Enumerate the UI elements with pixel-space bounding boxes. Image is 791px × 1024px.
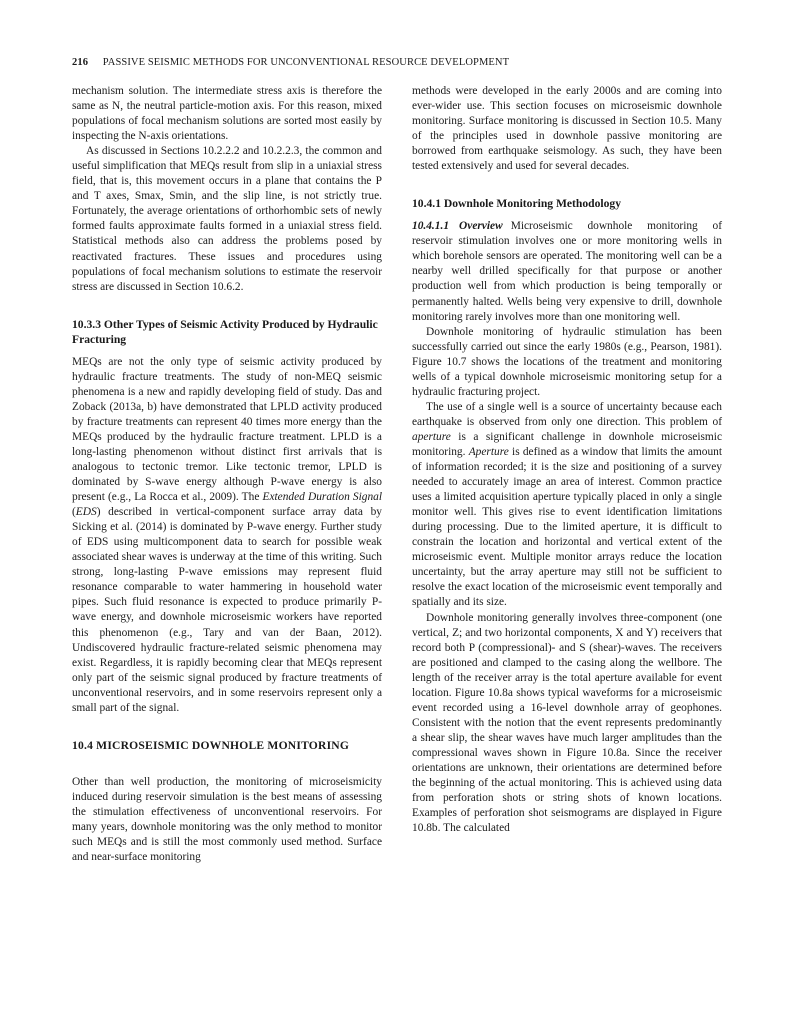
paragraph: methods were developed in the early 2000s and are coming into ever-wider use. This section focuses on microseismic downhole monitoring. Surface monitoring is discussed in Section 10.5. Many of the principles used in downhole passive monitoring are borrowed from earthquake seismology. As such, they have been tested extensively and used for several decades. — [412, 85, 722, 173]
page-number: 216 — [72, 57, 89, 68]
paragraph: As discussed in Sections 10.2.2.2 and 10.2.2.3, the common and useful simplification that MEQs result from slip in a uniaxial stress field, that is, this movement occurs in a plane that contains the P and T axes, Smax, Smin, and the slip line, is not strictly true. Fortunately, the average orientations of orthorhombic sets of newly formed faults approximate faults formed in a uniaxial stress field. Statistical methods also can address the problems posed by reactivated fractures. These issues and procedures using populations of focal mechanism solutions to estimate the reservoir stress are discussed in Section 10.6.2. — [72, 145, 382, 293]
section-heading-10-3-3: 10.3.3 Other Types of Seismic Activity Produced by Hydraulic Fracturing — [72, 317, 378, 346]
paragraph: Other than well production, the monitoring of microseismicity induced during reservoir simulation is the best means of assessing the stimulation effectiveness of unconventional reservoirs. For many years, downhole monitoring was the only method to monitor such MEQs and is still the most commonly used method. Surface and near-surface monitoring — [72, 775, 382, 864]
subsection-runin-heading: 10.4.1.1 Overview — [412, 220, 503, 233]
paragraph: The use of a single well is a source of uncertainty because each earthquake is observed from only one direction. This problem of aperture is a significant challenge in downhole microseismic monitoring. Aperture is defined as a window that limits the amount of information recorded; it is the size and positioning of a survey needed to accurately image an area of interest. Common practice uses a limited acquisition aperture typically placed in only a single monitor well. This gives rise to event identification limitations during processing. Due to the limited aperture, it is difficult to constrain the location and horizontal and vertical extent of the microseismic event. Multiple monitor arrays reduce the location uncertainty, but the array aperture may still not be sufficient to resolve the exact location of the microseismic event temporally and spatially and its size. — [412, 400, 722, 609]
left-column — [72, 84, 382, 865]
section-heading-10-4: 10.4 MICROSEISMIC DOWNHOLE MONITORING — [72, 738, 350, 752]
paragraph: Downhole monitoring generally involves three-component (one vertical, Z; and two horizontal components, X and Y) receivers that record both P (compressional)- and S (shear)-waves. The receivers are positioned and clamped to the casing along the wellbore. The length of the receiver array is the total aperture available for event location. Figure 10.8a shows typical waveforms for a microseismic event recorded using a 16-level downhole array of geophones. Consistent with the notion that the event represents predominantly a shear slip, the shear waves have much larger amplitudes than the compressional waves shown in Figure 10.8a. Since the receiver orientations are unknown, their orientations are determined before the beginning of the actual monitoring. This is achieved using data from perforation shots or string shots of known locations. Examples of perforation shot seismograms are displayed in Figure 10.8b. The calculated — [412, 611, 722, 835]
running-title: PASSIVE SEISMIC METHODS FOR UNCONVENTIONAL RESOURCE DEVELOPMENT — [102, 57, 510, 68]
paragraph: 10.4.1.1 Overview Microseismic downhole monitoring of reservoir stimulation involves one or more monitoring wells in which borehole sensors are operated. The monitoring well can be a nearby well drilled specifically for that purpose or another production well from which production is being temporally or permanently halted. Wells being very expensive to drill, downhole monitoring rarely involves more than one monitoring well. — [412, 220, 722, 323]
paragraph: Downhole monitoring of hydraulic stimulation has been successfully carried out since the early 1980s (e.g., Pearson, 1981). Figure 10.7 shows the locations of the treatment and monitoring wells of a typical downhole microseismic monitoring setup for a hydraulic fracturing project. — [412, 325, 722, 398]
running-header — [72, 57, 732, 68]
paragraph: MEQs are not the only type of seismic activity produced by hydraulic fracture treatments. The study of non-MEQ seismic phenomena is a new and rapidly developing field of study. Das and Zoback (2013a, b) have demonstrated that LPLD activity produced by fracture treatments can represent 40 times more energy than the MEQs produced by the hydraulic fracture treatment. LPLD is a long-lasting phenomenon without distinct first arrivals that is analogous to tectonic tremor. Like tectonic tremor, LPLD is dominated by S-wave energy although P-wave energy is also present (e.g., La Rocca et al., 2009). The Extended Duration Signal (EDS) described in vertical-component surface array data by Sicking et al. (2014) is dominated by P-wave energy. Further study of EDS using multicomponent data to search for possible weak associated shear waves is underway at the time of this writing. Such strong, long-lasting P-wave emissions may represent fluid resonance comparable to water hammering in household water pipes. Such fluid resonance is expected to produce primarily P-wave energy, and downhole microseismic workers have reported this phenomenon (e.g., Tary and van der Baan, 2012). Undiscovered hydraulic fracture-related seismic phenomena may exist. Regardless, it is rapidly becoming clear that MEQs represent only part of the seismic signal produced by fracture treatments of unconventional reservoirs, and in some reservoirs represent only a small part of the signal. — [72, 355, 383, 714]
right-column — [412, 84, 722, 836]
paragraph: mechanism solution. The intermediate stress axis is therefore the same as N, the neutral particle-motion axis. For this reason, mixed populations of focal mechanism solutions are sorted most easily by inspecting the N-axis orientations. — [72, 85, 382, 143]
section-heading-10-4-1: 10.4.1 Downhole Monitoring Methodology — [412, 197, 622, 211]
